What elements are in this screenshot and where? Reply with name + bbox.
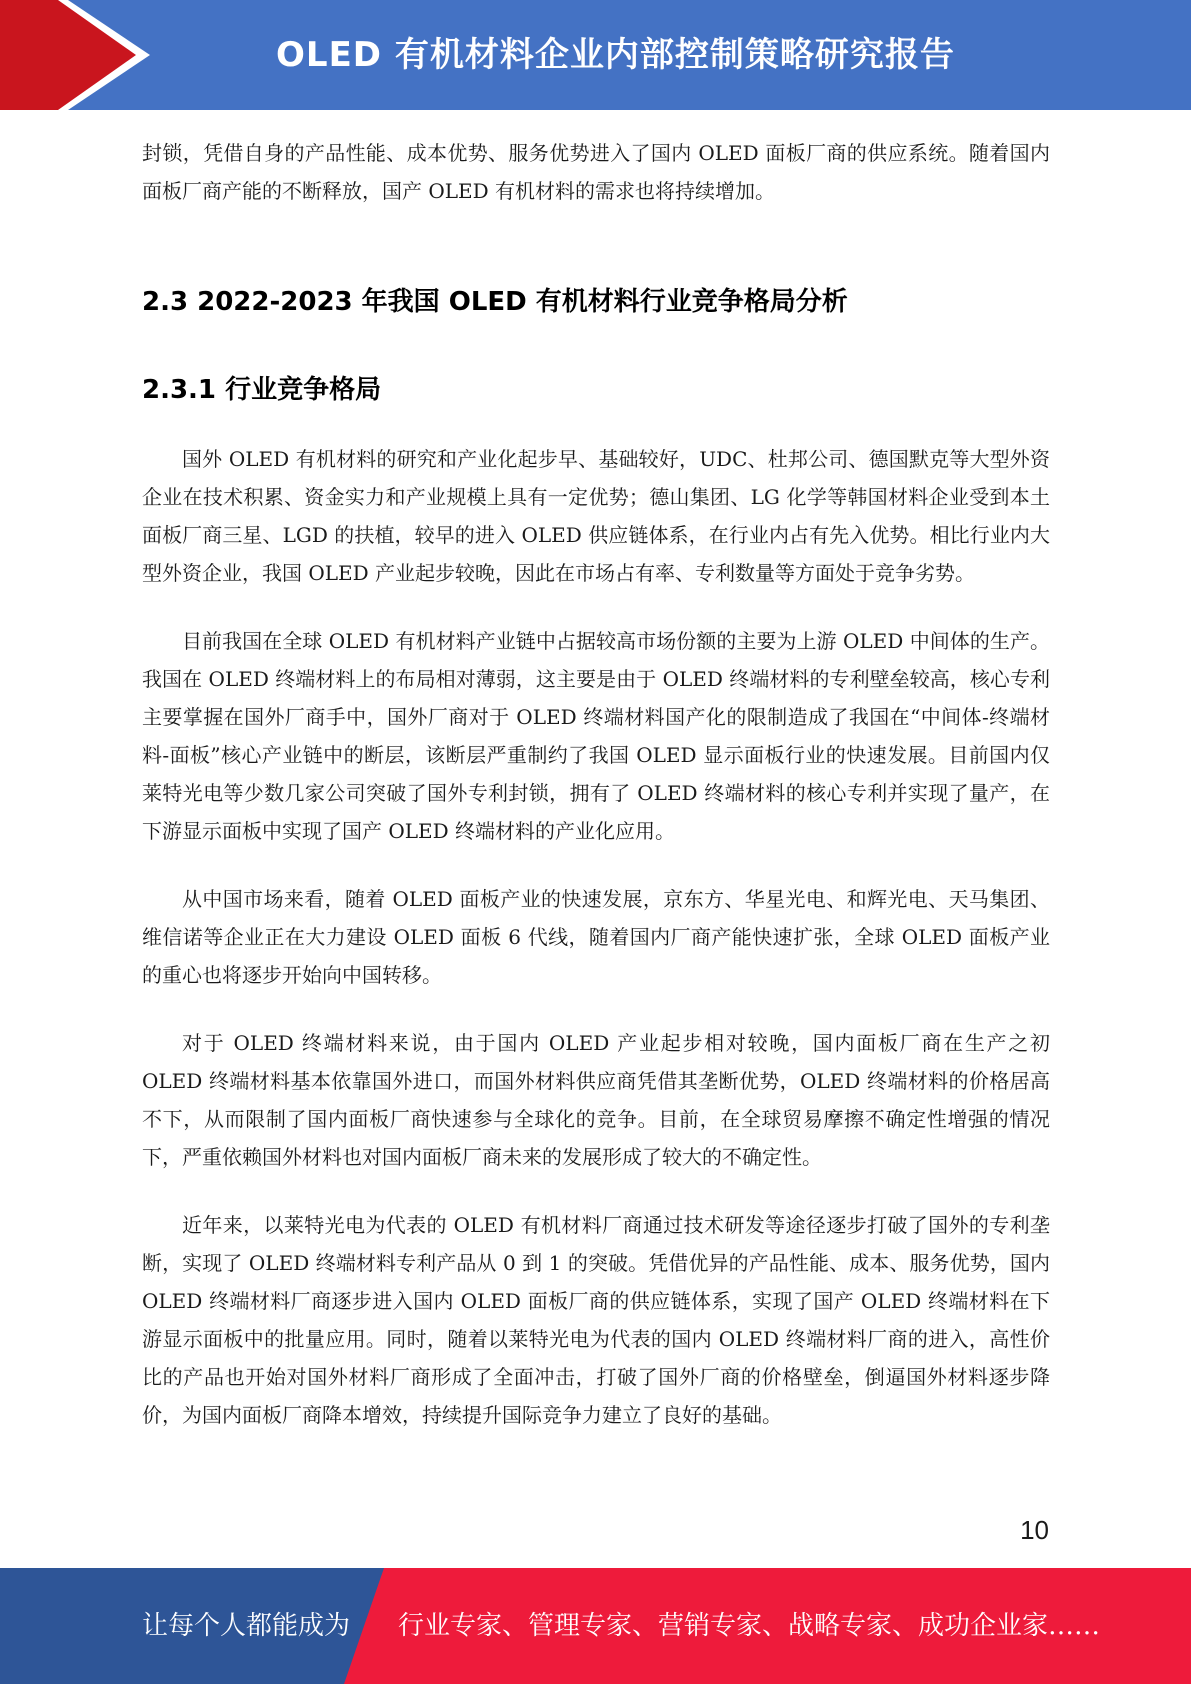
section-heading: 2.3 2022-2023 年我国 OLED 有机材料行业竞争格局分析: [142, 287, 848, 317]
page-content: [142, 134, 1050, 1434]
intro-paragraph: 封锁，凭借自身的产品性能、成本优势、服务优势进入了国内 OLED 面板厂商的供应系统。随着国内面板厂商产能的不断释放，国产 OLED 有机材料的需求也将持续增加。: [142, 141, 1050, 203]
body-paragraph-4: 对于 OLED 终端材料来说，由于国内 OLED 产业起步相对较晚，国内面板厂商在生产之初 OLED 终端材料基本依靠国外进口，而国外材料供应商凭借其垄断优势，OLED 终端材料的价格居高不下，从而限制了国内面板厂商快速参与全球化的竞争。目前，在全球贸易摩擦不确定性增强的情况下，严重依赖国外材料也对国内面板厂商未来的发展形成了较大的不确定性。: [142, 1031, 1050, 1169]
body-paragraph-2: 目前我国在全球 OLED 有机材料产业链中占据较高市场份额的主要为上游 OLED 中间体的生产。我国在 OLED 终端材料上的布局相对薄弱，这主要是由于 OLED 终端材料的专利壁垒较高，核心专利主要掌握在国外厂商手中，国外厂商对于 OLED 终端材料国产化的限制造成了我国在“中间体-终端材料-面板”核心产业链中的断层，该断层严重制约了我国 OLED 显示面板行业的快速发展。目前国内仅莱特光电等少数几家公司突破了国外专利封锁，拥有了 OLED 终端材料的核心专利并实现了量产，在下游显示面板中实现了国产 OLED 终端材料的产业化应用。: [142, 629, 1050, 843]
body-paragraph-5: 近年来，以莱特光电为代表的 OLED 有机材料厂商通过技术研发等途径逐步打破了国外的专利垄断，实现了 OLED 终端材料专利产品从 0 到 1 的突破。凭借优异的产品性能、成本、服务优势，国内 OLED 终端材料厂商逐步进入国内 OLED 面板厂商的供应链体系，实现了国产 OLED 终端材料在下游显示面板中的批量应用。同时，随着以莱特光电为代表的国内 OLED 终端材料厂商的进入，高性价比的产品也开始对国外材料厂商形成了全面冲击，打破了国外厂商的价格壁垒，倒逼国外材料逐步降价，为国内面板厂商降本增效，持续提升国际竞争力建立了良好的基础。: [142, 1213, 1050, 1427]
page-header: [0, 0, 1191, 110]
footer-slogan-right: 行业专家、管理专家、营销专家、战略专家、成功企业家……: [398, 1611, 1101, 1641]
body-paragraph-3: 从中国市场来看，随着 OLED 面板产业的快速发展，京东方、华星光电、和辉光电、天马集团、维信诺等企业正在大力建设 OLED 面板 6 代线，随着国内厂商产能快速扩张，全球 OLED 面板产业的重心也将逐步开始向中国转移。: [142, 887, 1050, 987]
report-title: OLED 有机材料企业内部控制策略研究报告: [276, 35, 955, 75]
page-number: 10: [1020, 1515, 1049, 1545]
page-footer: [0, 1568, 1191, 1684]
subsection-heading: 2.3.1 行业竞争格局: [142, 375, 382, 405]
body-paragraph-1: 国外 OLED 有机材料的研究和产业化起步早、基础较好，UDC、杜邦公司、德国默克等大型外资企业在技术积累、资金实力和产业规模上具有一定优势；德山集团、LG 化学等韩国材料企业受到本土面板厂商三星、LGD 的扶植，较早的进入 OLED 供应链体系，在行业内占有先入优势。相比行业内大型外资企业，我国 OLED 产业起步较晚，因此在市场占有率、专利数量等方面处于竞争劣势。: [142, 447, 1050, 585]
header-arrow-decoration: [0, 0, 150, 110]
footer-slogan-left: 让每个人都能成为: [142, 1611, 351, 1641]
